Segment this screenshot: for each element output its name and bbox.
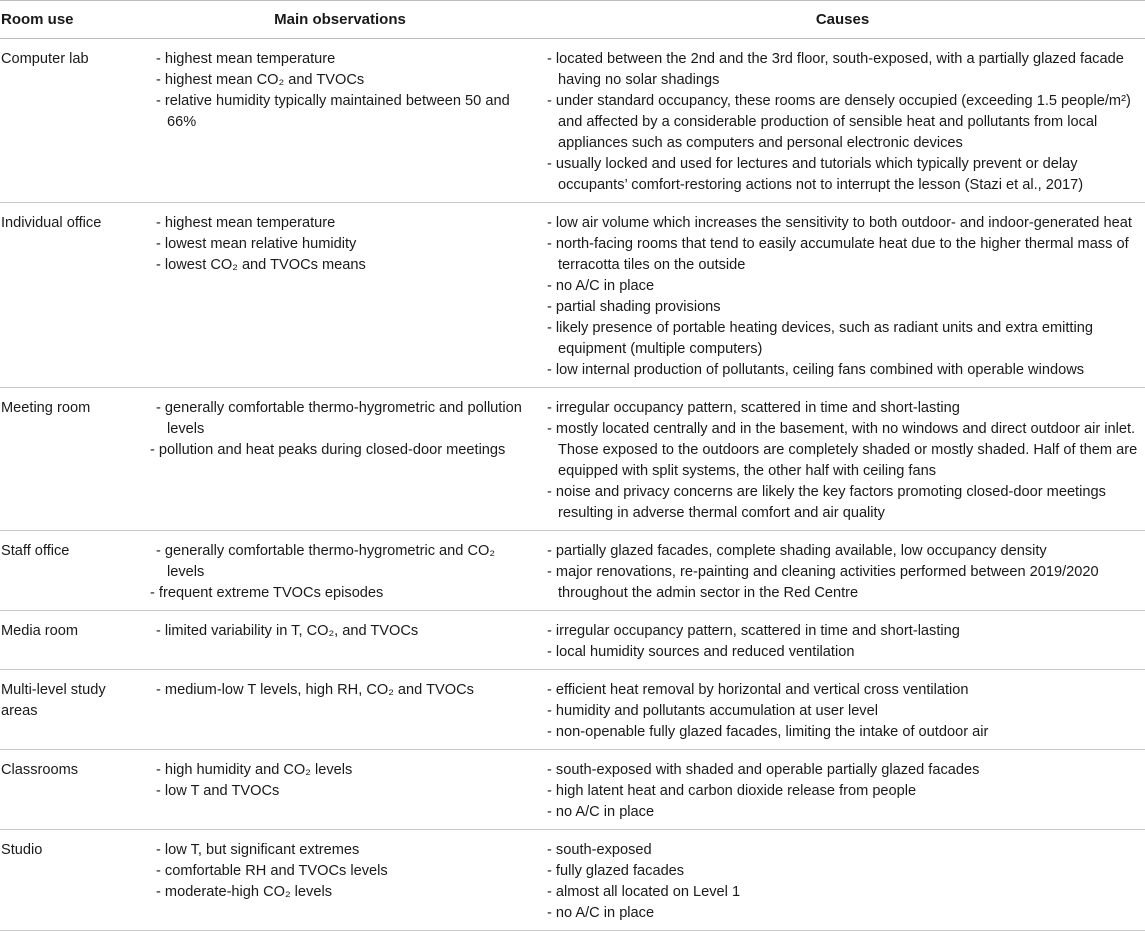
observation-item: - lowest mean relative humidity <box>156 236 357 252</box>
cause-item: - no A/C in place <box>547 905 655 921</box>
observations-cell <box>140 750 540 830</box>
cause-item: - south-exposed with shaded and operable partially glazed facades <box>547 762 980 778</box>
observations-cell <box>140 39 540 203</box>
table-body <box>0 39 1145 931</box>
cause-item: - high latent heat and carbon dioxide release from people <box>547 783 917 799</box>
cause-item: - noise and privacy concerns are likely the key factors promoting closed-door meetings resulting in adverse thermal comfort and air quality <box>547 484 1106 521</box>
table-row <box>0 531 1145 611</box>
observation-item: - highest mean CO₂ and TVOCs <box>156 72 365 88</box>
cause-item: - almost all located on Level 1 <box>547 884 741 900</box>
observation-item: - medium-low T levels, high RH, CO₂ and TVOCs <box>156 682 474 698</box>
room-use-cell: Media room <box>0 611 140 670</box>
cause-item: - low internal production of pollutants, ceiling fans combined with operable windows <box>547 362 1085 378</box>
header-row <box>0 1 1145 39</box>
causes-cell <box>540 531 1145 611</box>
cause-item: - humidity and pollutants accumulation at user level <box>547 703 878 719</box>
cause-item: - no A/C in place <box>547 804 655 820</box>
room-use-cell: Multi-level study areas <box>0 670 140 750</box>
observation-item: - generally comfortable thermo-hygrometric and CO₂ levels <box>156 543 496 580</box>
header-main-observations: Main observations <box>140 1 540 39</box>
cause-item: - irregular occupancy pattern, scattered in time and short-lasting <box>547 623 960 639</box>
causes-cell <box>540 750 1145 830</box>
observation-item: - moderate-high CO₂ levels <box>156 884 332 900</box>
causes-cell <box>540 830 1145 931</box>
observation-item: - relative humidity typically maintained between 50 and 66% <box>156 93 510 130</box>
causes-cell <box>540 388 1145 531</box>
cause-item: - likely presence of portable heating devices, such as radiant units and extra emitting equipment (multiple computers) <box>547 320 1093 357</box>
room-use-cell: Computer lab <box>0 39 140 203</box>
observation-item: - highest mean temperature <box>156 215 336 231</box>
room-use-cell: Classrooms <box>0 750 140 830</box>
table-row <box>0 39 1145 203</box>
observation-item: - generally comfortable thermo-hygrometric and pollution levels <box>156 400 522 437</box>
observations-cell <box>140 670 540 750</box>
observation-item: - high humidity and CO₂ levels <box>156 762 353 778</box>
observations-cell <box>140 203 540 388</box>
header-causes: Causes <box>540 1 1145 39</box>
cause-item: - located between the 2nd and the 3rd floor, south-exposed, with a partially glazed facade having no solar shadings <box>547 51 1124 88</box>
causes-cell <box>540 39 1145 203</box>
cause-item: - partial shading provisions <box>547 299 721 315</box>
observation-item: - comfortable RH and TVOCs levels <box>156 863 388 879</box>
table-row <box>0 670 1145 750</box>
room-use-cell: Staff office <box>0 531 140 611</box>
cause-item: - mostly located centrally and in the basement, with no windows and direct outdoor air inlet. Those exposed to the outdoors are completely shaded or mostly shaded. Half of them are equipped with split systems, the other half with ceiling fans <box>547 421 1138 479</box>
cause-item: - north-facing rooms that tend to easily accumulate heat due to the higher thermal mass of terracotta tiles on the outside <box>547 236 1129 273</box>
observations-cell <box>140 611 540 670</box>
table-row <box>0 611 1145 670</box>
cause-item: - non-openable fully glazed facades, limiting the intake of outdoor air <box>547 724 989 740</box>
observation-item: - lowest CO₂ and TVOCs means <box>156 257 366 273</box>
table-row <box>0 750 1145 830</box>
cause-item: - partially glazed facades, complete shading available, low occupancy density <box>547 543 1047 559</box>
cause-item: - usually locked and used for lectures and tutorials which typically prevent or delay occupants’ comfort-restoring actions not to interrupt the lesson (Stazi et al., 2017) <box>547 156 1084 193</box>
table-header <box>0 1 1145 39</box>
cause-item: - major renovations, re-painting and cleaning activities performed between 2019/2020 throughout the admin sector in the Red Centre <box>547 564 1099 601</box>
observation-item: - limited variability in T, CO₂, and TVOCs <box>156 623 419 639</box>
causes-cell <box>540 203 1145 388</box>
causes-cell <box>540 670 1145 750</box>
observation-item: - pollution and heat peaks during closed-door meetings <box>150 442 506 458</box>
cause-item: - efficient heat removal by horizontal and vertical cross ventilation <box>547 682 969 698</box>
observations-cell <box>140 388 540 531</box>
cause-item: - no A/C in place <box>547 278 655 294</box>
causes-cell <box>540 611 1145 670</box>
observation-item: - low T, but significant extremes <box>156 842 360 858</box>
cause-item: - local humidity sources and reduced ventilation <box>547 644 855 660</box>
observations-cell <box>140 531 540 611</box>
cause-item: - low air volume which increases the sensitivity to both outdoor- and indoor-generated heat <box>547 215 1132 231</box>
table-row <box>0 203 1145 388</box>
room-use-cell: Individual office <box>0 203 140 388</box>
cause-item: - irregular occupancy pattern, scattered in time and short-lasting <box>547 400 960 416</box>
observation-item: - highest mean temperature <box>156 51 336 67</box>
table-row <box>0 830 1145 931</box>
observation-item: - low T and TVOCs <box>156 783 280 799</box>
table-row <box>0 388 1145 531</box>
cause-item: - under standard occupancy, these rooms are densely occupied (exceeding 1.5 people/m²) and affected by a considerable production of sensible heat and pollutants from local appliances such as computers and personal electronic devices <box>547 93 1131 151</box>
cause-item: - fully glazed facades <box>547 863 685 879</box>
observations-cell <box>140 830 540 931</box>
cause-item: - south-exposed <box>547 842 652 858</box>
header-room-use: Room use <box>0 1 140 39</box>
room-use-cell: Meeting room <box>0 388 140 531</box>
room-use-cell: Studio <box>0 830 140 931</box>
observation-item: - frequent extreme TVOCs episodes <box>150 585 384 601</box>
